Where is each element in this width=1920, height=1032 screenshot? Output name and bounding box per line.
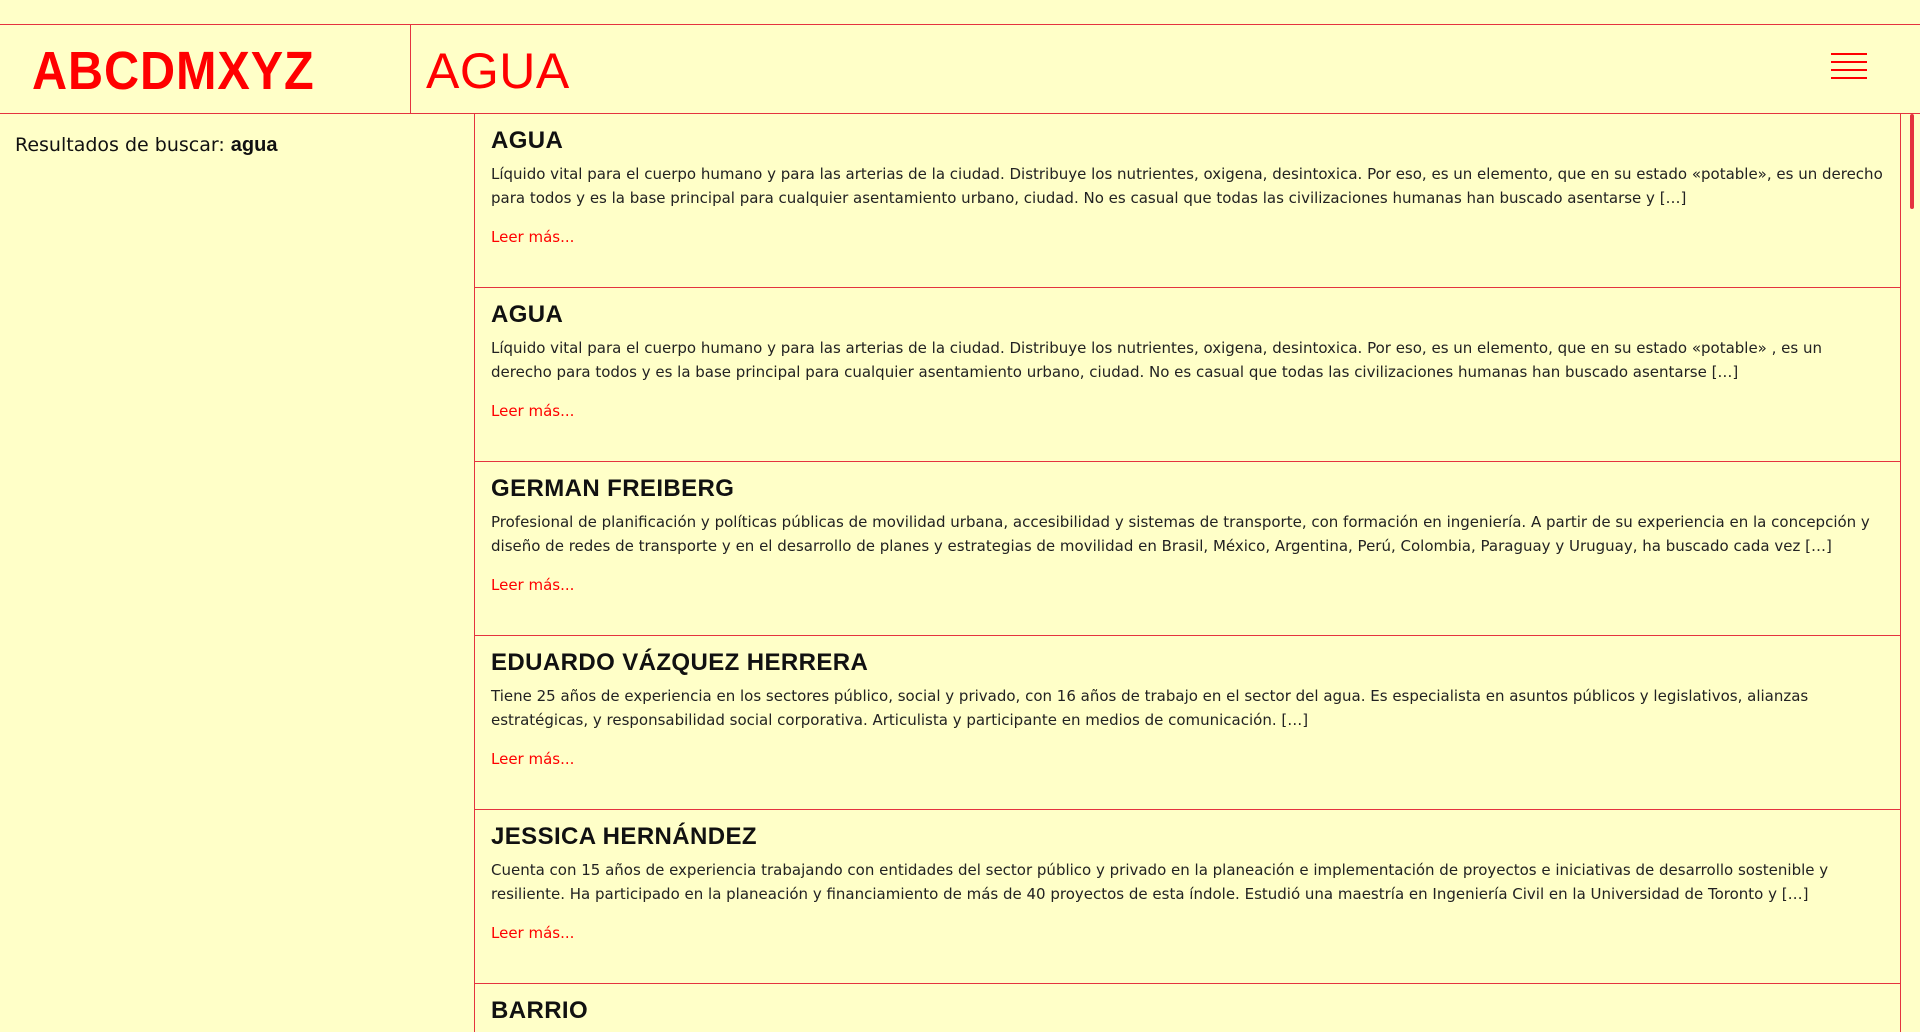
result-item <box>475 810 1901 984</box>
result-title[interactable]: AGUA <box>491 301 564 328</box>
page-title: AGUA <box>426 43 570 99</box>
search-term: agua <box>230 134 278 156</box>
sidebar <box>0 114 475 1032</box>
read-more-link[interactable]: Leer más... <box>491 402 575 420</box>
result-item <box>475 462 1901 636</box>
site-logo[interactable]: ABCDMXYZ <box>32 41 315 101</box>
menu-line <box>1831 53 1867 55</box>
result-excerpt: Profesional de planificación y políticas públicas de movilidad urbana, accesibilidad y sistemas de transporte, con formación en ingeniería. A partir de su experiencia en la concepción y diseño de redes de transporte y en el desarrollo de planes y estrategias de movilidad en Brasil, México, Argentina, Perú, Colombia, Paraguay y Uruguay, ha buscado cada vez […] <box>491 513 1870 556</box>
read-more-link[interactable]: Leer más... <box>491 576 575 594</box>
read-more-link[interactable]: Leer más... <box>491 924 575 942</box>
result-title[interactable]: BARRIO <box>491 997 589 1024</box>
read-more-link[interactable]: Leer más... <box>491 228 575 246</box>
result-excerpt: Líquido vital para el cuerpo humano y para las arterias de la ciudad. Distribuye los nutrientes, oxigena, desintoxica. Por eso, es un elemento, que en su estado «potable» , es un derecho para todos y es la base principal para cualquier asentamiento urbano, ciudad. No es casual que todas las civilizaciones humanas han buscado asentarse […] <box>491 339 1822 382</box>
results-list <box>475 114 1901 1032</box>
result-excerpt: Tiene 25 años de experiencia en los sectores público, social y privado, con 16 años de trabajo en el sector del agua. Es especialista en asuntos públicos y legislativos, alianzas estratégicas, y responsabilidad social corporativa. Articulista y participante en medios de comunicación. […] <box>491 687 1809 730</box>
result-title[interactable]: JESSICA HERNÁNDEZ <box>491 823 757 850</box>
result-item <box>475 636 1901 810</box>
result-title[interactable]: AGUA <box>491 127 564 154</box>
result-title[interactable]: EDUARDO VÁZQUEZ HERRERA <box>491 649 869 676</box>
read-more-link[interactable]: Leer más... <box>491 750 575 768</box>
search-caption-label: Resultados de buscar: <box>15 134 225 156</box>
hamburger-menu-icon[interactable] <box>1831 53 1867 83</box>
menu-line <box>1831 77 1867 79</box>
logo-cell <box>0 25 411 113</box>
result-excerpt: Líquido vital para el cuerpo humano y para las arterias de la ciudad. Distribuye los nutrientes, oxigena, desintoxica. Por eso, es un elemento, que en su estado «potable», es un derecho para todos y es la base principal para cualquier asentamiento urbano, ciudad. No es casual que todas las civilizaciones humanas han buscado asentarse y […] <box>491 165 1883 208</box>
search-results-caption <box>15 134 277 157</box>
scrollbar[interactable] <box>1901 114 1920 1032</box>
result-excerpt: Cuenta con 15 años de experiencia trabajando con entidades del sector público y privado en la planeación e implementación de proyectos e iniciativas de desarrollo sostenible y resiliente. Ha participado en la planeación y financiamiento de más de 40 proyectos de esta índole. Estudió una maestría en Ingeniería Civil en la Universidad de Toronto y […] <box>491 861 1829 904</box>
result-item <box>475 984 1901 1032</box>
site-header <box>0 24 1920 114</box>
scrollbar-thumb[interactable] <box>1910 114 1914 209</box>
result-item <box>475 114 1901 288</box>
result-title[interactable]: GERMAN FREIBERG <box>491 475 735 502</box>
menu-line <box>1831 69 1867 71</box>
menu-line <box>1831 61 1867 63</box>
result-item <box>475 288 1901 462</box>
